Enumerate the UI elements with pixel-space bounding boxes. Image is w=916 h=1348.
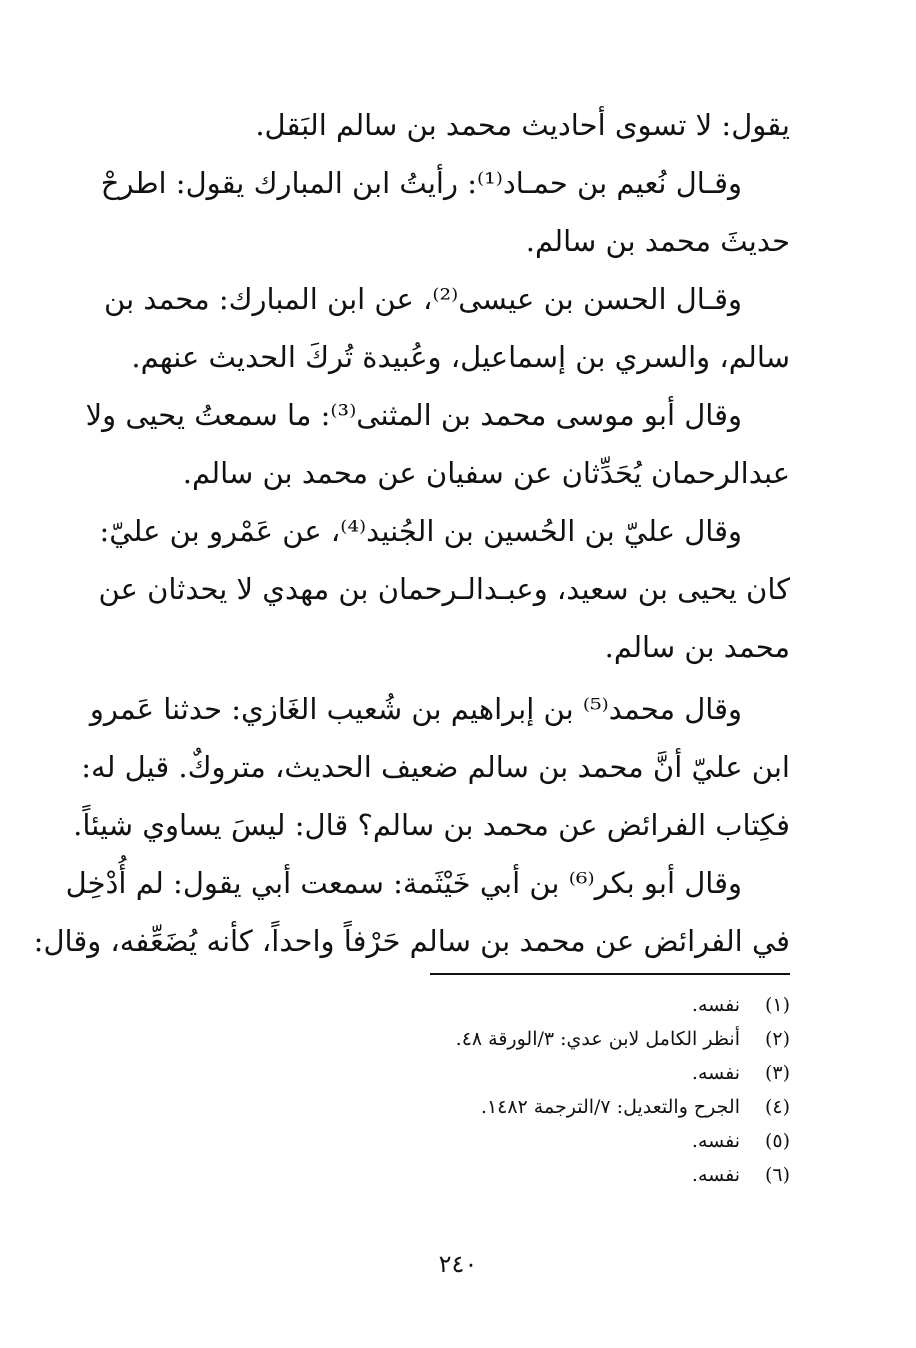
text-line: وقـال نُعيم بن حمـاد⁽¹⁾: رأيتُ ابن المبارك يقول: اطرحْ [100, 166, 742, 200]
text-line: يقول: لا تسوى أحاديث محمد بن سالم البَقل. [255, 108, 790, 142]
text-line: وقال عليّ بن الحُسين بن الجُنيد⁽⁴⁾، عن عَمْرو بن عليّ: [99, 514, 742, 548]
footnote-number: (٥) [764, 1130, 790, 1152]
footnote-text: نفسه. [691, 1130, 740, 1152]
footnote-item [150, 1090, 790, 1124]
footnote-divider [430, 973, 790, 975]
footnote-item [150, 1158, 790, 1192]
text-line: حديثَ محمد بن سالم. [525, 224, 790, 258]
footnote-text: أنظر الكامل لابن عدي: ٣/الورقة ٤٨. [455, 1028, 740, 1050]
text-line: سالم، والسري بن إسماعيل، وعُبيدة تُركَ الحديث عنهم. [131, 340, 790, 374]
text-line: وقال أبو بكر⁽⁶⁾ بن أبي خَيْثَمة: سمعت أبي يقول: لم أُدْخِل [65, 866, 742, 900]
footnote-item [150, 1056, 790, 1090]
text-line: ابن عليّ أنَّ محمد بن سالم ضعيف الحديث، متروكٌ. قيل له: [81, 750, 790, 784]
footnote-item [150, 1022, 790, 1056]
footnote-item [150, 988, 790, 1022]
footnotes [150, 988, 790, 1192]
text-line: محمد بن سالم. [604, 630, 790, 664]
text-line: فكِتاب الفرائض عن محمد بن سالم؟ قال: ليسَ يساوي شيئاً. [73, 808, 790, 842]
footnote-item [150, 1124, 790, 1158]
text-line: وقال أبو موسى محمد بن المثنى⁽³⁾: ما سمعتُ يحيى ولا [85, 398, 742, 432]
footnote-number: (٦) [764, 1164, 790, 1186]
footnote-text: نفسه. [691, 994, 740, 1016]
page-number: ٢٤٠ [438, 1250, 478, 1278]
text-line: كان يحيى بن سعيد، وعبـدالـرحمان بن مهدي لا يحدثان عن [98, 572, 790, 606]
footnote-text: نفسه. [691, 1062, 740, 1084]
text-line: في الفرائض عن محمد بن سالم حَرْفاً واحداً، كأنه يُضَعِّفه، وقال: [33, 924, 790, 958]
footnote-text: نفسه. [691, 1164, 740, 1186]
text-line: وقال محمد⁽⁵⁾ بن إبراهيم بن شُعيب الغَازي: حدثنا عَمرو [89, 692, 742, 726]
text-line: وقـال الحسن بن عيسى⁽²⁾، عن ابن المبارك: محمد بن [104, 282, 742, 316]
text-line: عبدالرحمان يُحَدِّثان عن سفيان عن محمد بن سالم. [182, 456, 790, 490]
footnote-number: (٣) [764, 1062, 790, 1084]
main-text [33, 96, 790, 970]
footnote-number: (١) [764, 994, 790, 1016]
footnote-number: (٤) [764, 1096, 790, 1118]
footnote-text: الجرح والتعديل: ٧/الترجمة ١٤٨٢. [480, 1096, 740, 1118]
footnote-number: (٢) [764, 1028, 790, 1050]
